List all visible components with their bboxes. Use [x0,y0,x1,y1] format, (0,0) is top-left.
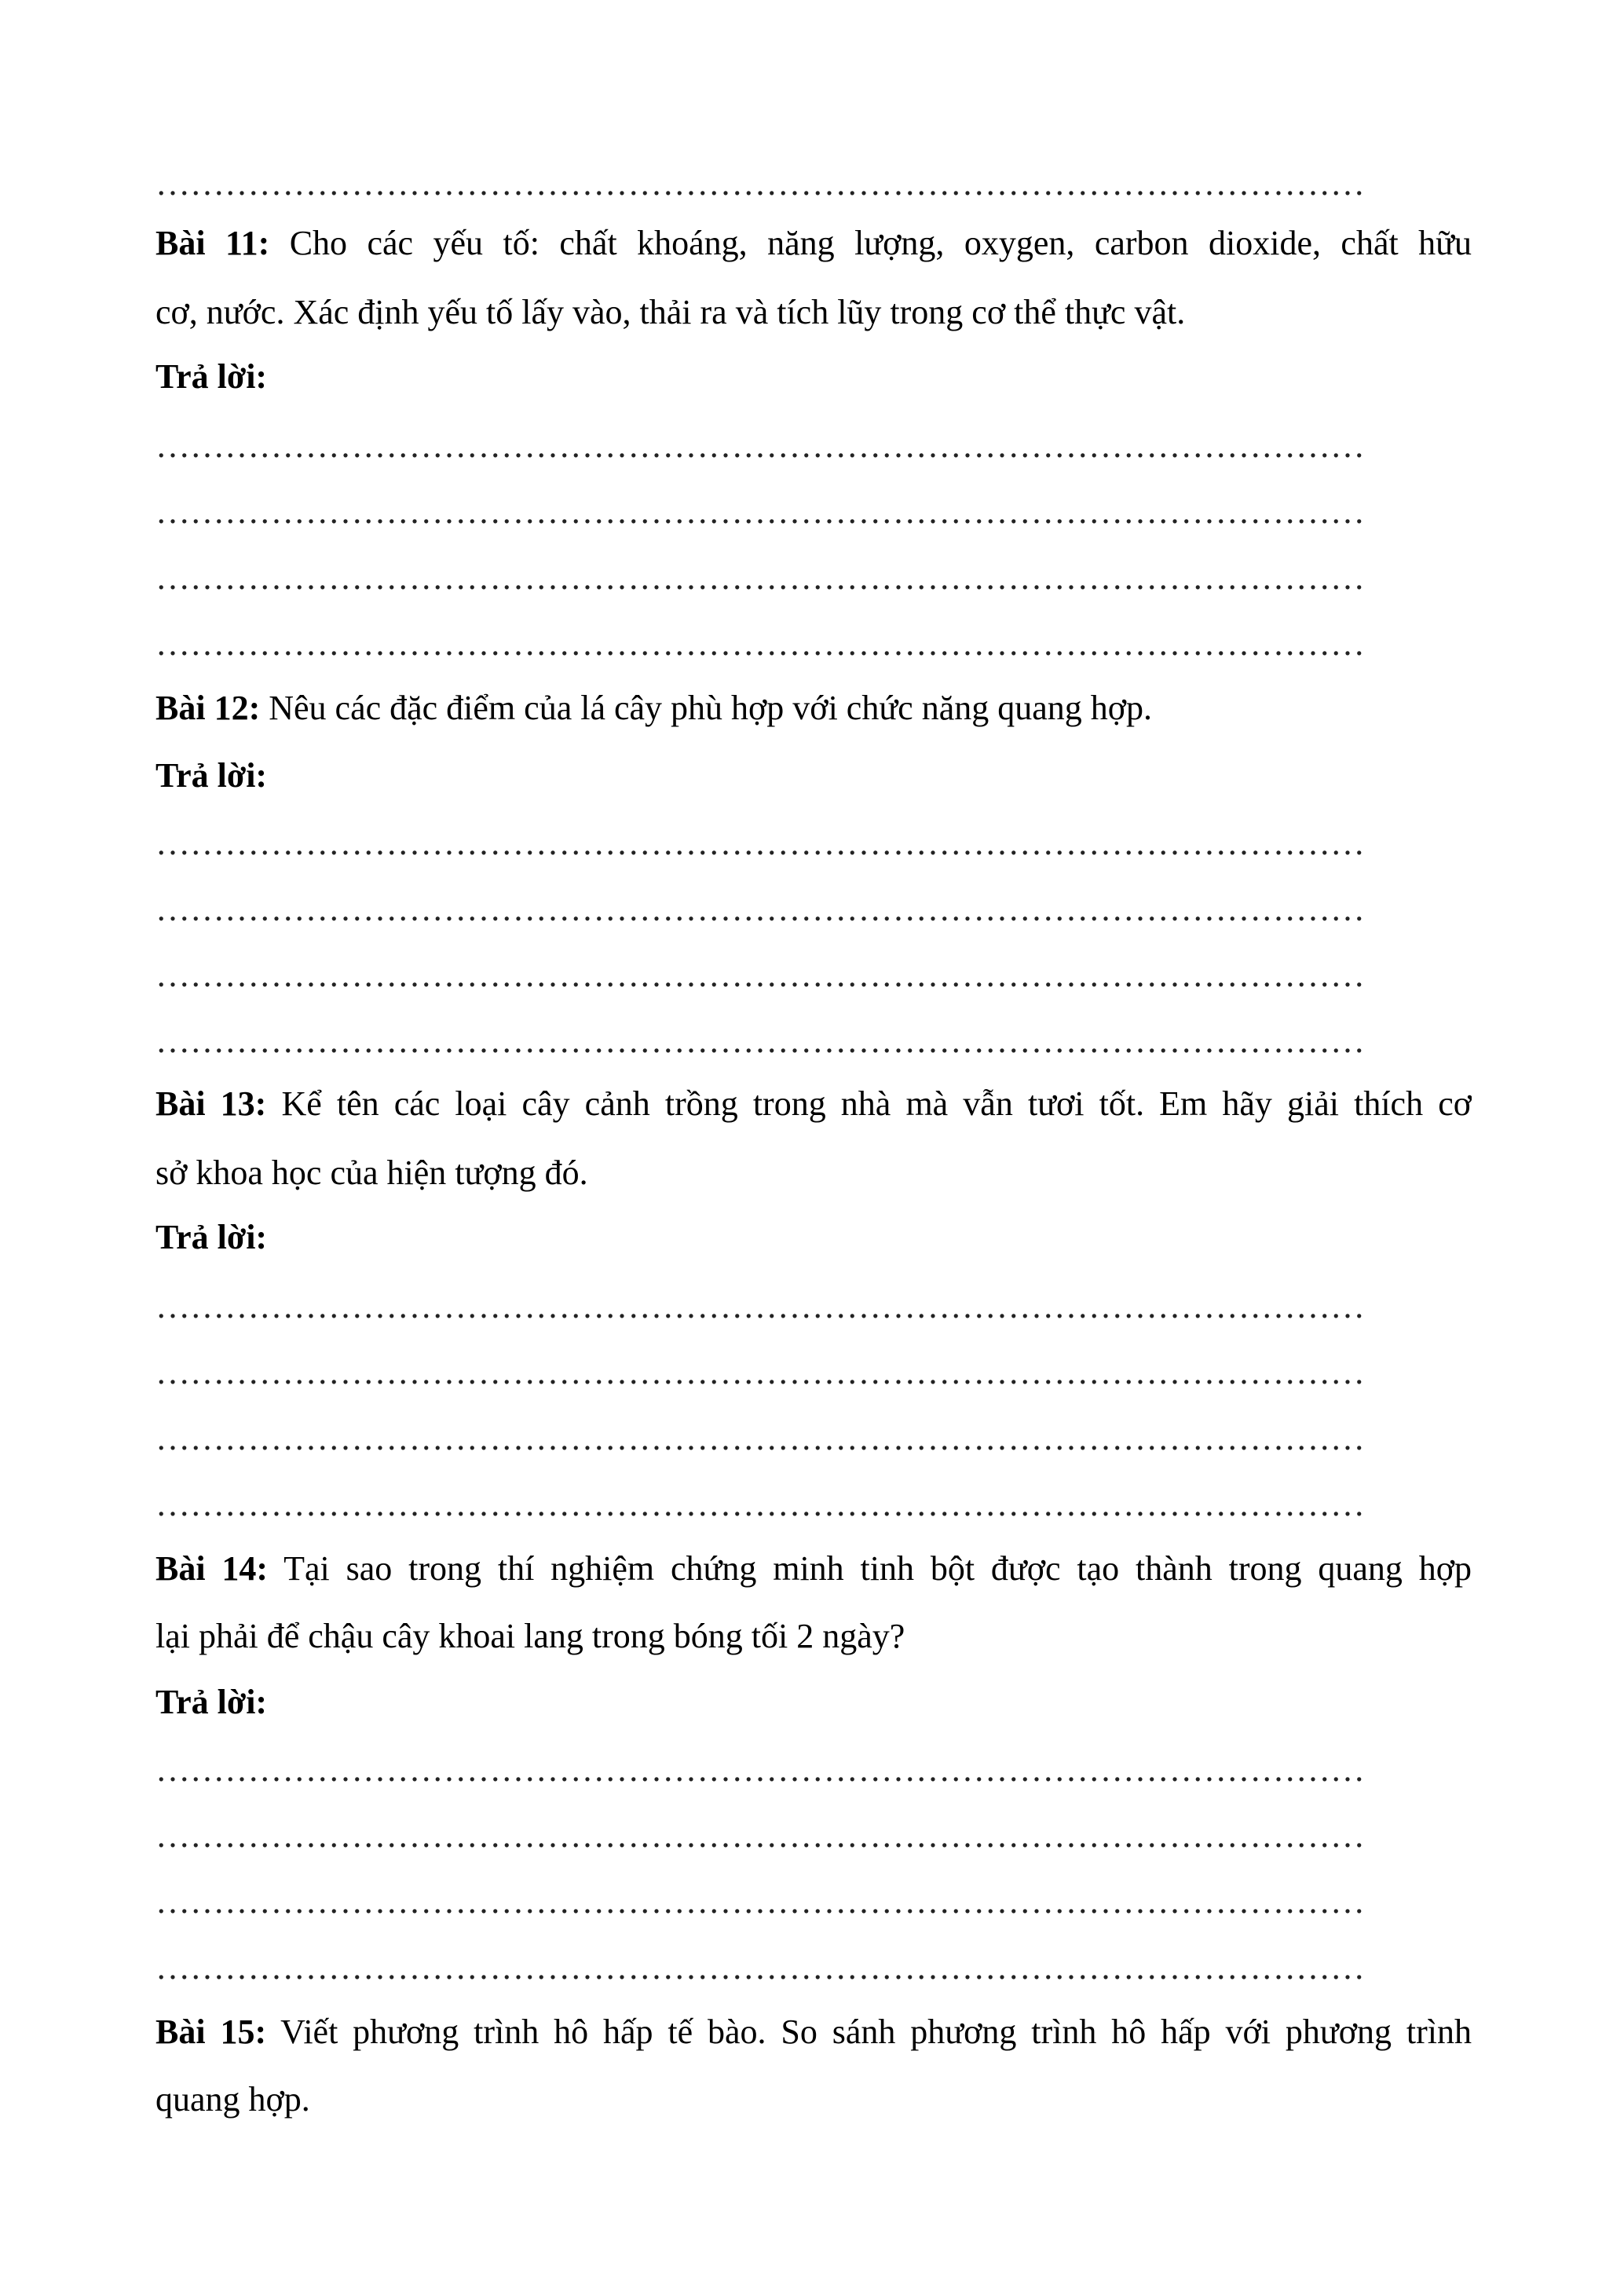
answer-line: …………………………………………………………………………………………… [155,1948,1365,1987]
question-label: Bài 12: [155,689,261,727]
answer-line: …………………………………………………………………………………………… [155,558,1365,597]
answer-label: Trả lời: [155,1683,268,1721]
answer-line: …………………………………………………………………………………………… [155,426,1365,465]
answer-line: …………………………………………………………………………………………… [155,1353,1365,1391]
answer-label: Trả lời: [155,756,268,795]
question-14 [155,1547,1472,1591]
answer-line: …………………………………………………………………………………………… [155,624,1365,663]
answer-line: …………………………………………………………………………………………… [155,164,1365,203]
answer-line: …………………………………………………………………………………………… [155,890,1365,928]
answer-line: …………………………………………………………………………………………… [155,824,1365,862]
question-15 [155,2010,1472,2054]
answer-line: …………………………………………………………………………………………… [155,492,1365,531]
question-label: Bài 14: [155,1549,269,1588]
question-label: Bài 11: [155,224,270,262]
question-text: Kể tên các loại cây cảnh trồng trong nhà mà vẫn tươi tốt. Em hãy giải thích cơ [266,1084,1472,1123]
question-12 [155,686,1472,730]
question-11 [155,221,1472,265]
question-13-line2: sở khoa học của hiện tượng đó. [155,1153,588,1192]
question-text: Viết phương trình hô hấp tế bào. So sánh phương trình hô hấp với phương trình [266,2013,1472,2051]
answer-line: …………………………………………………………………………………………… [155,1750,1365,1789]
question-15-line2: quang hợp. [155,2080,310,2119]
answer-label: Trả lời: [155,1218,268,1256]
answer-line: …………………………………………………………………………………………… [155,1485,1365,1523]
answer-line: …………………………………………………………………………………………… [155,1419,1365,1457]
answer-line: …………………………………………………………………………………………… [155,1022,1365,1060]
question-label: Bài 13: [155,1084,267,1123]
question-13 [155,1082,1472,1126]
answer-line: …………………………………………………………………………………………… [155,1816,1365,1855]
question-text: Nêu các đặc điểm của lá cây phù hợp với chức năng quang hợp. [260,689,1153,727]
question-text: Cho các yếu tố: chất khoáng, năng lượng, oxygen, carbon dioxide, chất hữu [269,224,1472,262]
answer-line: …………………………………………………………………………………………… [155,1287,1365,1325]
question-14-line2: lại phải để chậu cây khoai lang trong bóng tối 2 ngày? [155,1617,905,1655]
answer-line: …………………………………………………………………………………………… [155,956,1365,994]
question-11-line2: cơ, nước. Xác định yếu tố lấy vào, thải ra và tích lũy trong cơ thể thực vật. [155,293,1186,331]
answer-label: Trả lời: [155,357,268,396]
answer-line: …………………………………………………………………………………………… [155,1882,1365,1921]
question-text: Tại sao trong thí nghiệm chứng minh tinh bột được tạo thành trong quang hợp [268,1549,1472,1588]
question-label: Bài 15: [155,2013,267,2051]
